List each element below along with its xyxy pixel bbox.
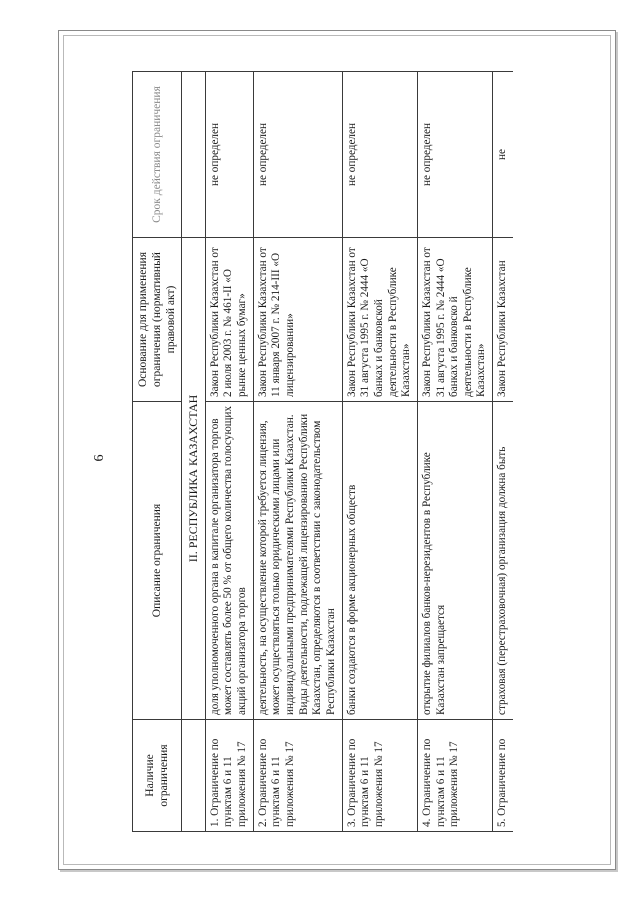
cell-presence: 2. Ограничение по пунктам 6 и 11 приложения № 17	[253, 720, 342, 832]
cell-description: доля уполномоченного органа в капитале организатора торгов может составлять более 50 % от общего количества голосующих акций организатора торгов	[205, 402, 253, 720]
cell-presence: 4. Ограничение по пунктам 6 и 11 приложения № 17	[417, 720, 492, 832]
cell-basis: Закон Республики Казахстан от 11 января 2007 г. № 214-III «О лицензировании»	[253, 238, 342, 402]
cell-presence: 3. Ограничение по пунктам 6 и 11 приложения № 17	[342, 720, 417, 832]
cell-description: деятельность, на осуществление которой требуется лицензия, может осуществляться только юридическими лицами или индивидуальными предпринимателями Республики Казахстан. Виды деятельности, подлежащей лицензированию Республики Казахстан, определяются в соответствии с законодательством Республики Казахстан	[253, 402, 342, 720]
section-row	[182, 72, 206, 832]
cell-description: банки создаются в форме акционерных обществ	[342, 402, 417, 720]
section-title: II. РЕСПУБЛИКА КАЗАХСТАН	[182, 238, 206, 720]
cell-term: не определен	[253, 72, 342, 238]
cell-term: не определен	[342, 72, 417, 238]
table-row	[342, 72, 417, 832]
cell-term: не определен	[417, 72, 492, 238]
cell-basis: Закон Республики Казахстан от 31 августа 1995 г. № 2444 «О банках и банковской деятельности в Республике Казахстан»	[342, 238, 417, 402]
header-basis: Основание для применения ограничения (нормативный правовой акт)	[133, 238, 182, 402]
cell-basis: Закон Республики Казахстан от 31 августа 1995 г. № 2444 «О банках и банковско й деятельности в Республике Казахстан»	[417, 238, 492, 402]
table-row	[205, 72, 253, 832]
table-header-row	[133, 72, 182, 832]
header-presence: Наличие ограничения	[133, 720, 182, 832]
cell-basis: Закон Республики Казахстан от 2 июля 2003 г. № 461-II «О рынке ценных бумаг»	[205, 238, 253, 402]
cell-term: не	[493, 72, 513, 238]
cell-presence: 5. Ограничение по	[493, 720, 513, 832]
restrictions-table	[132, 71, 513, 832]
table-row	[493, 72, 513, 832]
header-description: Описание ограничения	[133, 402, 182, 720]
cell-basis: Закон Республики Казахстан	[493, 238, 513, 402]
cell-term: не определен	[205, 72, 253, 238]
page-number: 6	[92, 454, 107, 462]
rotated-document-page	[70, 48, 600, 868]
cell-presence: 1. Ограничение по пунктам 6 и 11 приложения № 17	[205, 720, 253, 832]
cell-description: открытие филиалов банков-нерезидентов в Республике Казахстан запрещается	[417, 402, 492, 720]
table-row	[253, 72, 342, 832]
header-term: Срок действия ограничения	[133, 72, 182, 238]
cell-description: страховая (перестраховочная) организация должна быть	[493, 402, 513, 720]
table-row	[417, 72, 492, 832]
